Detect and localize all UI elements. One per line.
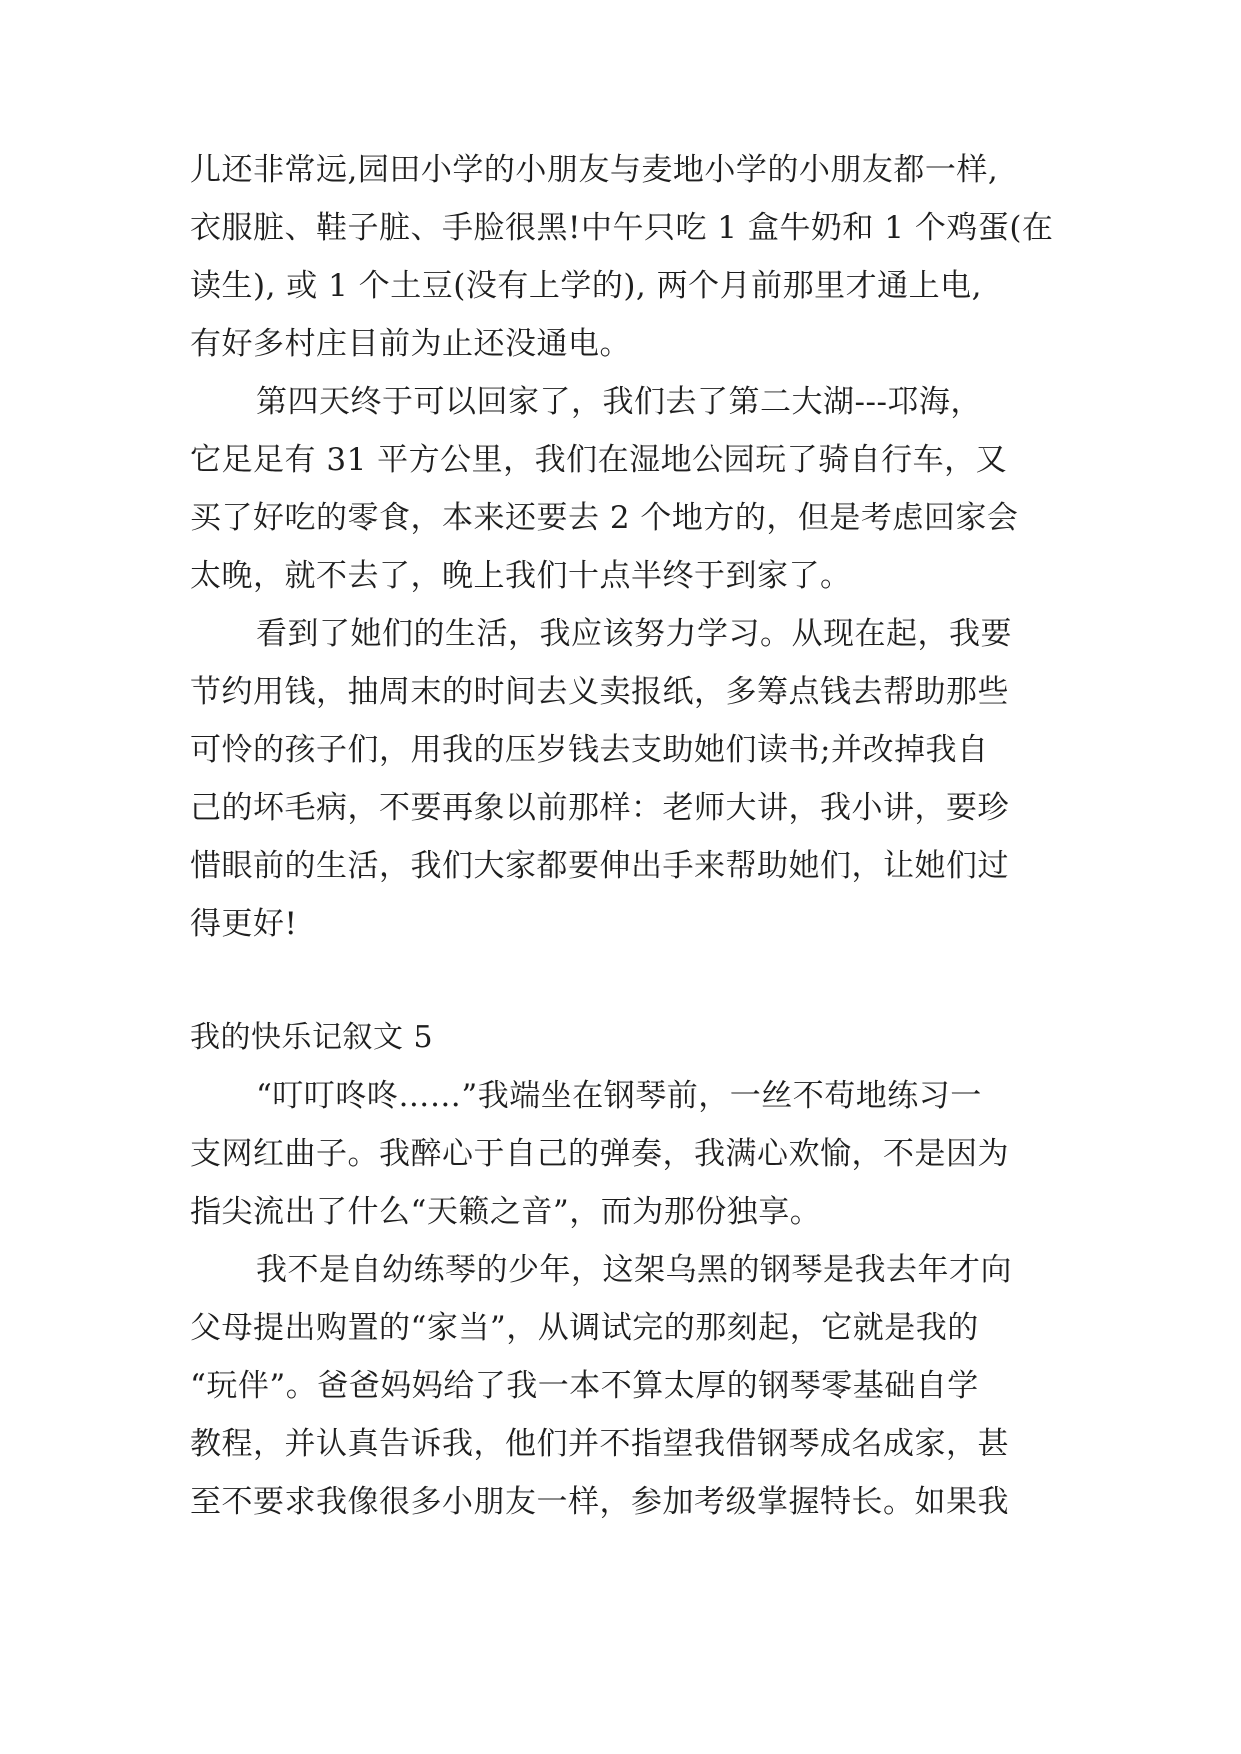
paragraph-line: 支网红曲子。我醉心于自己的弹奏，我满心欢愉，不是因为 (190, 1136, 1009, 1172)
paragraph-line: 己的坏毛病，不要再象以前那样：老师大讲，我小讲，要珍 (190, 790, 1009, 826)
paragraph-first-line: 第四天终于可以回家了，我们去了第二大湖---邛海， (256, 384, 982, 420)
paragraph-line: “玩伴”。爸爸妈妈给了我一本不算太厚的钢琴零基础自学 (190, 1368, 979, 1404)
paragraph-first-line: “叮叮咚咚……”我端坐在钢琴前，一丝不苟地练习一 (256, 1078, 982, 1114)
section-title: 我的快乐记叙文 5 (190, 1020, 434, 1055)
paragraph-line: 读生), 或 1 个土豆(没有上学的), 两个月前那里才通上电, (190, 268, 982, 304)
paragraph-first-line: 我不是自幼练琴的少年，这架乌黑的钢琴是我去年才向 (256, 1252, 1012, 1288)
paragraph-line: 指尖流出了什么“天籁之音”，而为那份独享。 (190, 1194, 822, 1230)
paragraph-line: 买了好吃的零食，本来还要去 2 个地方的，但是考虑回家会 (190, 500, 1019, 536)
paragraph-line: 得更好! (190, 906, 298, 942)
paragraph-line: 教程，并认真告诉我，他们并不指望我借钢琴成名成家，甚 (190, 1426, 1009, 1462)
paragraph-line: 衣服脏、鞋子脏、手脸很黑!中午只吃 1 盒牛奶和 1 个鸡蛋(在 (190, 210, 1054, 246)
paragraph-line: 节约用钱，抽周末的时间去义卖报纸，多筹点钱去帮助那些 (190, 674, 1009, 710)
paragraph-line: 太晚，就不去了，晚上我们十点半终于到家了。 (190, 558, 852, 594)
paragraph-line: 儿还非常远,园田小学的小朋友与麦地小学的小朋友都一样, (190, 152, 999, 188)
paragraph-line: 惜眼前的生活，我们大家都要伸出手来帮助她们，让她们过 (190, 848, 1009, 884)
paragraph-line: 父母提出购置的“家当”，从调试完的那刻起，它就是我的 (190, 1310, 979, 1346)
paragraph-line: 有好多村庄目前为止还没通电。 (190, 326, 631, 362)
paragraph-line: 至不要求我像很多小朋友一样，参加考级掌握特长。如果我 (190, 1484, 1009, 1520)
paragraph-line: 可怜的孩子们，用我的压岁钱去支助她们读书;并改掉我自 (190, 732, 989, 768)
paragraph-line: 它足足有 31 平方公里，我们在湿地公园玩了骑自行车，又 (190, 442, 1008, 478)
paragraph-first-line: 看到了她们的生活，我应该努力学习。从现在起，我要 (256, 616, 1012, 652)
